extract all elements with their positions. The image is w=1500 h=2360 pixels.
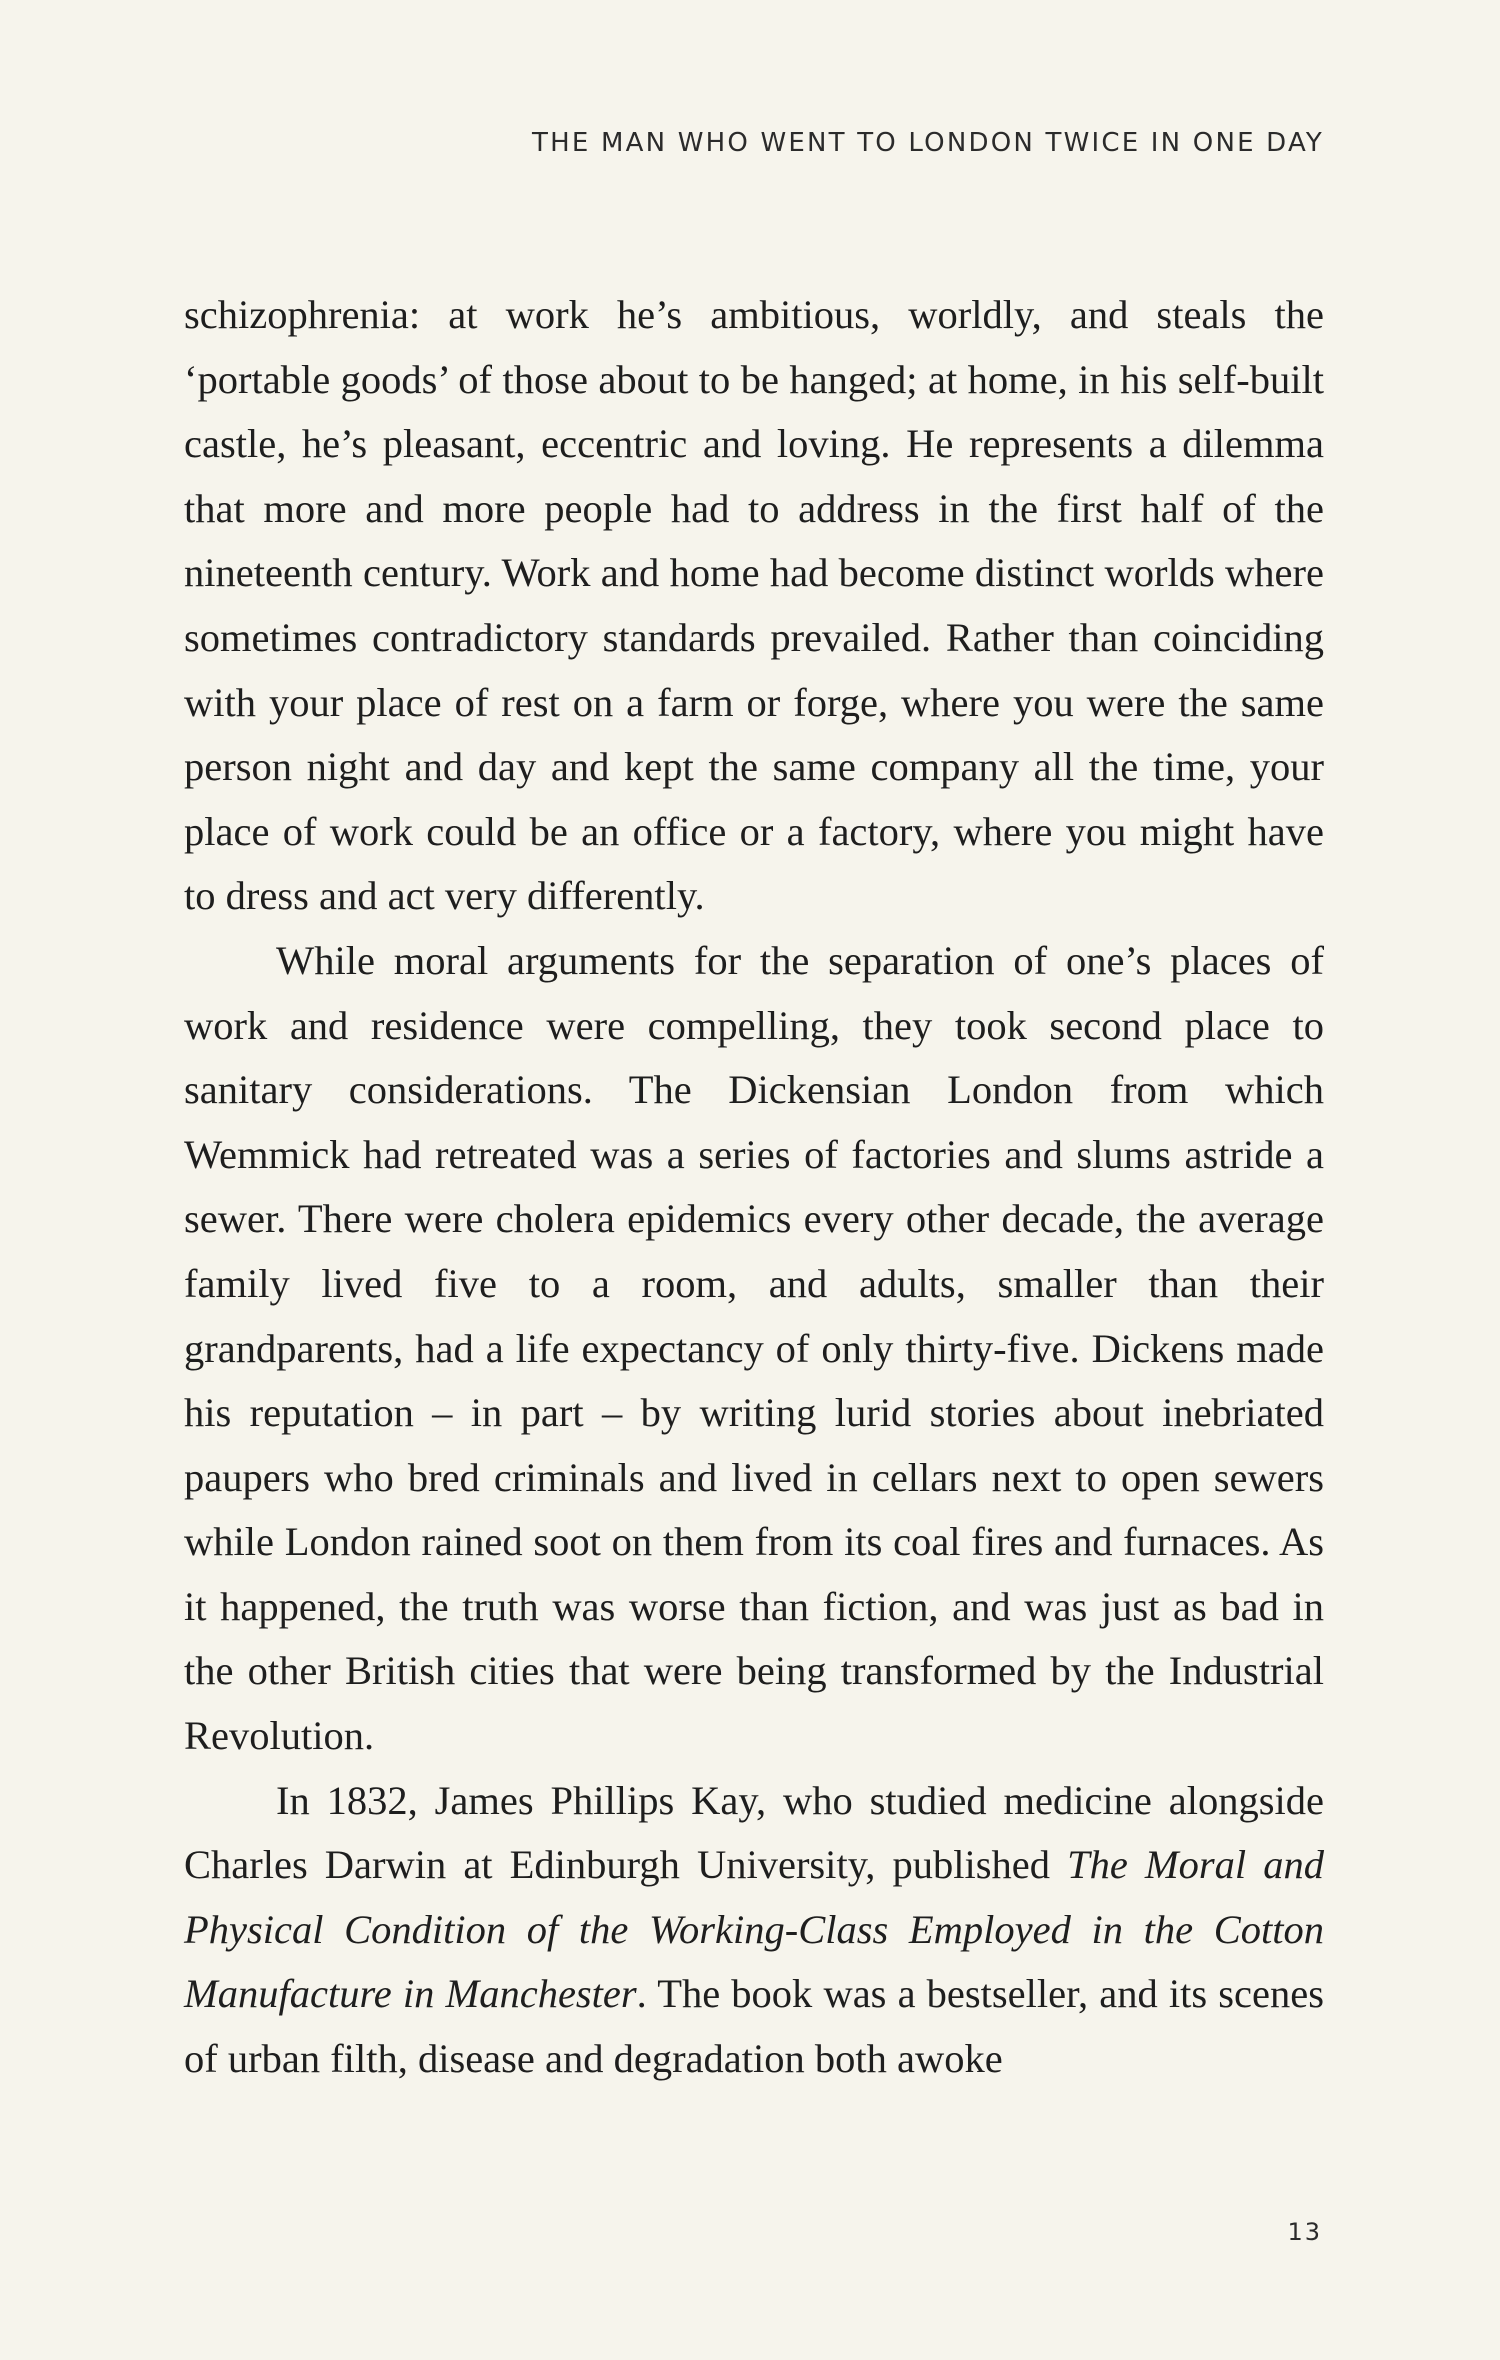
- paragraph-3-end: . The book was a bestseller, and its scenes of urban filth, disease and degradation both awoke: [184, 1971, 1324, 2082]
- book-title: The Moral and Physical Condition of the Working-Class Employed in the Cotton Manufacture in Manchester: [184, 1842, 1324, 2017]
- body-text: [184, 283, 1324, 2092]
- paragraph-1: schizophrenia: at work he’s ambitious, worldly, and steals the ‘portable goods’ of those about to be hanged; at home, in his self-built castle, he’s pleasant, eccentric and loving. He represents a dilemma that more and more people had to address in the first half of the nineteenth century. Work and home had become distinct worlds where sometimes contradictory standards prevailed. Rather than coinciding with your place of rest on a farm or forge, where you were the same person night and day and kept the same company all the time, your place of work could be an office or a factory, where you might have to dress and act very differently.: [184, 292, 1324, 919]
- page-number: 13: [1287, 2218, 1322, 2246]
- running-head: THE MAN WHO WENT TO LONDON TWICE IN ONE DAY: [532, 128, 1324, 158]
- paragraph-3-start: In 1832, James Phillips Kay, who studied medicine alongside Charles Darwin at Edinburgh University, published: [184, 1777, 1324, 1888]
- paragraph-3: [184, 1769, 1324, 2092]
- paragraph-2: While moral arguments for the separation of one’s places of work and residence were compelling, they took second place to sanitary considerations. The Dickensian London from which Wemmick had retreated was a series of factories and slums astride a sewer. There were cholera epidemics every other decade, the average family lived five to a room, and adults, smaller than their grandparents, had a life expectancy of only thirty-five. Dickens made his reputation – in part – by writing lurid stories about inebriated paupers who bred criminals and lived in cellars next to open sewers while London rained soot on them from its coal fires and furnaces. As it happened, the truth was worse than fiction, and was just as bad in the other British cities that were being transformed by the Industrial Revolution.: [184, 937, 1324, 1759]
